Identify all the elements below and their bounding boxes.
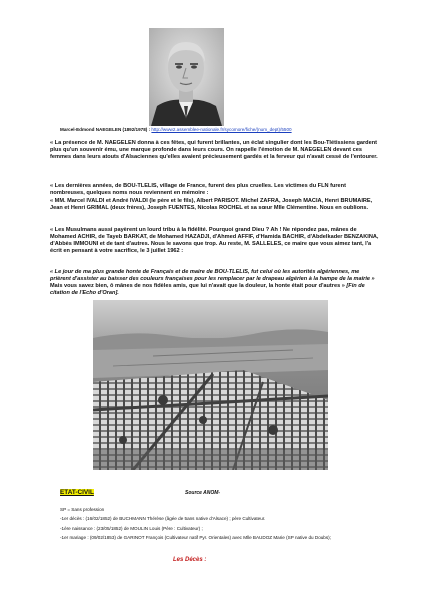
deces-heading: Les Décès : bbox=[173, 557, 207, 563]
portrait-photo bbox=[149, 28, 224, 126]
etat-civil-line: SP = Sans profession bbox=[60, 507, 105, 512]
paragraph-1: « La présence de M. NAEGELEN donna à ces fêtes, qui furent brillantes, un éclat singulier dont les Bou-Tlétissiens gardent plus qu'un souvenir ému, une marque profonde dans leurs cours. On rappelle l'émotion de M. NAEGELEN devant ces femmes dans leurs atouts d'Alsaciennes qu'elles avaient précieusement gardés et la ferveur qui n'avait cessé de l'entourer. bbox=[50, 140, 378, 160]
etat-civil-line: -1er mariage : (09/02/1853) de GARINOT François (Cultivateur natif Pyr. Orientales) avec Mlle BAUDOZ Marie (SP native du Doubs); bbox=[60, 535, 331, 541]
etat-civil-highlight: ETAT-CIVIL bbox=[60, 489, 94, 496]
etat-civil-label bbox=[60, 489, 94, 497]
paragraph-3: « MM. Marcel IVALDI et André IVALDI (le père et le fils), Albert PARISOT. Michel ZAFRA, Joseph MACIA, Henri BRUMAIRE, Jean et Henri GRIMAL (deux frères), Joseph FUENTES, Nicolas ROCHEL et sa sœur Mlle Clémentine. Nous en oublions. bbox=[50, 198, 373, 211]
etat-civil-source: Source ANOM- bbox=[185, 490, 221, 496]
quote-citation: [Fin de citation de l'Echo d'Oran]. bbox=[50, 283, 365, 296]
quote-tail: Mais vous savez bien, ô mânes de nos fidèles amis, que lui n'avait que la douleur, la honte était pour d'autres » bbox=[50, 283, 345, 289]
etat-civil-line: -1ère naissance : (23/05/1852) de MOULIN Louis (Père : Cultivateur) ; bbox=[60, 525, 203, 531]
paragraph-4: « Les Musulmans aussi payèrent un lourd tribu à la fidélité. Pourquoi grand Dieu ? Ah ! Ne répondez pas, mânes de Mohamed ACHIR, de Tayeb BARKAT, de Mohamed HAZADJI, d'Ahmed AFFIF, d'Hamida BACHIR, d'Abdelkader BENZAKINA, d'Abbès IMMOUNI et de tant d'autres. Nous le savons que trop. Au reste, M. SALLELES, ce maire que vous aimez tant, l'a écrit en pensant à votre sacrifice, le 3 juillet 1962 : bbox=[50, 227, 379, 254]
quote-text: « Le jour de ma plus grande honte de Français et de maire de BOU-TLELIS, fut celui où les autorités algériennes, me prièrent d'assister au baisser des couleurs françaises pour les remplacer par le drapeau algérien à la hampe de la mairie » bbox=[50, 269, 375, 282]
caption-name: Marcel-Edmond NAEGELEN (1892/1978) : bbox=[60, 127, 151, 132]
paragraph-5 bbox=[50, 269, 380, 297]
paragraph-2: « Les dernières années, de BOU-TLELIS, village de France, furent des plus cruelles. Les victimes du FLN furent nombreuses, quelques noms nous reviennent en mémoire : bbox=[50, 183, 346, 196]
etat-civil-line: -1er décès : (16/02/1852) de BUCHMANN Thérèse (âgée de 5ans native d'Alsace) ; père Cultivateur. bbox=[60, 516, 266, 522]
aerial-village-photo bbox=[93, 300, 328, 470]
caption-link[interactable]: http://www2.assemblee-nationale.fr/sycomore/fiche/(num_dept)/5500 bbox=[151, 127, 292, 132]
photo-caption bbox=[60, 127, 380, 133]
etat-civil-list bbox=[60, 507, 400, 542]
